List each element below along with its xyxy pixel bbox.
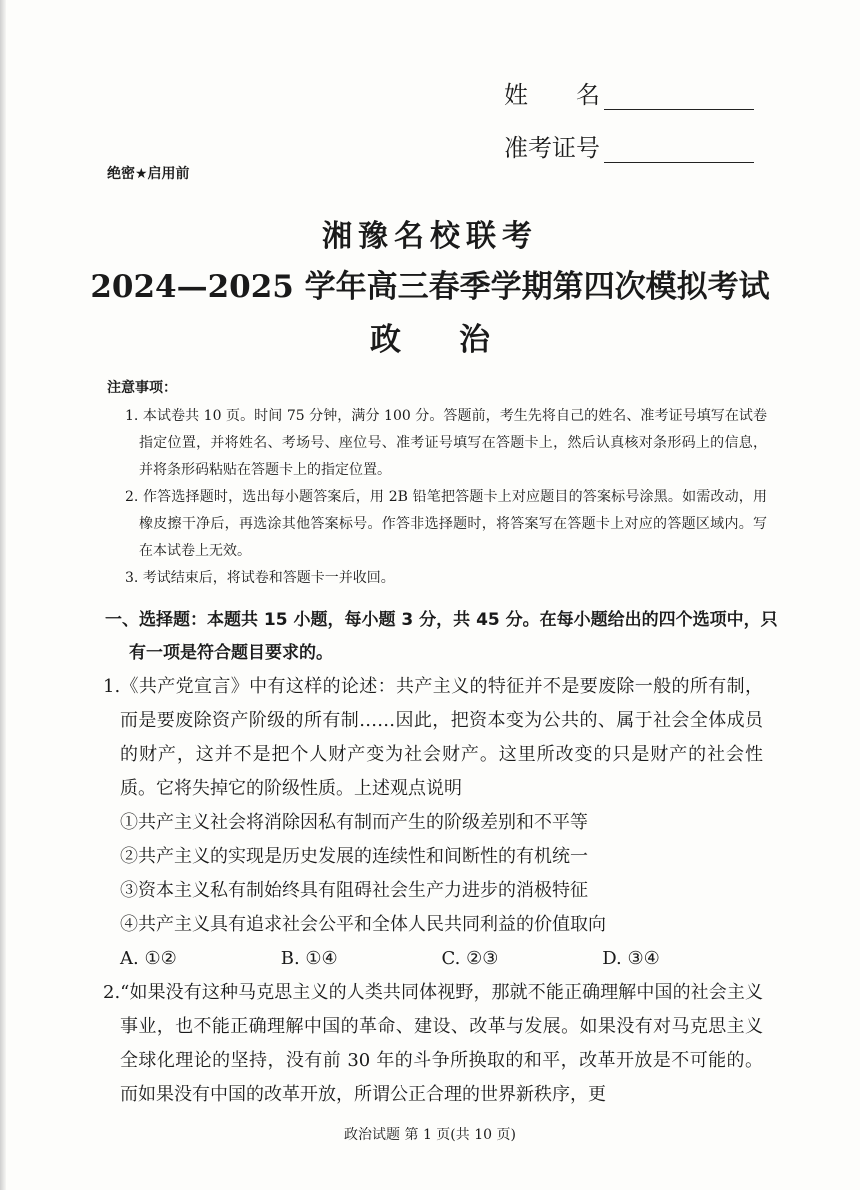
question-2-stem: 2.“如果没有这种马克思主义的人类共同体视野，那就不能正确理解中国的社会主义事业，也不能正确理解中国的革命、建设、改革与发展。如果没有对马克思主义全球化理论的坚持，没有前 30 年的斗争所换取的和平，改革开放是不可能的。而如果没有中国的改革开放，所谓公正合理的世界新秩序，更 <box>103 982 763 1105</box>
exam-id-label: 准考证号 <box>504 134 600 162</box>
section-heading: 一、选择题：本题共 15 小题，每小题 3 分，共 45 分。在每小题给出的四个选项中，只有一项是符合题目要求的。 <box>105 610 778 663</box>
choice-d: D. ③④ <box>602 948 660 969</box>
question-1-statement: ②共产主义的实现是历史发展的连续性和间断性的有机统一 <box>120 846 588 867</box>
exam-session-title: 2024—2025 学年高三春季学期第四次模拟考试 <box>90 269 770 305</box>
choice-a: A. ①② <box>120 948 177 969</box>
choice-c: C. ②③ <box>441 948 499 969</box>
choice-b: B. ①④ <box>280 948 338 969</box>
question-1-statement: ③资本主义私有制始终具有阻碍社会生产力进步的消极特征 <box>120 880 588 901</box>
confidential-mark: 绝密★启用前 <box>107 166 190 182</box>
notice-item: 1. 本试卷共 10 页。时间 75 分钟，满分 100 分。答题前，考生先将自己的姓名、准考证号填写在试卷指定位置，并将姓名、考场号、座位号、准考证号填写在答题卡上，然后认真核对条形码上的信息，并将条形码粘贴在答题卡上的指定位置。 <box>125 408 767 478</box>
notice-item: 2. 作答选择题时，选出每小题答案后，用 2B 铅笔把答题卡上对应题目的答案标号涂黑。如需改动，用橡皮擦干净后，再选涂其他答案标号。作答非选择题时，将答案写在答题卡上对应的答题区域内。写在本试卷上无效。 <box>125 489 767 559</box>
name-blank <box>604 87 754 110</box>
exam-id-row <box>504 123 804 163</box>
exam-organizer-title: 湘豫名校联考 <box>322 219 538 254</box>
title-block <box>0 212 860 368</box>
question-list <box>103 670 763 1112</box>
candidate-info <box>504 70 804 176</box>
question-1-statement: ④共产主义具有追求社会公平和全体人民共同利益的价值取向 <box>120 914 606 935</box>
exam-id-blank <box>604 140 754 163</box>
question-1-statement: ①共产主义社会将消除因私有制而产生的阶级差别和不平等 <box>120 812 588 833</box>
question-1-stem: 1.《共产党宣言》中有这样的论述：共产主义的特征并不是要废除一般的所有制，而是要废除资产阶级的所有制……因此，把资本变为公共的、属于社会全体成员的财产，这并不是把个人财产变为社会财产。这里所改变的只是财产的社会性质。它将失掉它的阶级性质。上述观点说明 <box>103 676 763 799</box>
question-1-choices <box>103 942 763 976</box>
name-label: 姓 名 <box>504 81 600 109</box>
binding-edge <box>0 0 6 1190</box>
notice-item: 3. 考试结束后，将试卷和答题卡一并收回。 <box>125 570 395 586</box>
name-row <box>504 70 804 110</box>
notice-section <box>107 377 767 592</box>
subject-title: 政治 <box>370 322 548 358</box>
page-footer: 政治试题 第 1 页(共 10 页) <box>344 1127 516 1143</box>
notice-heading: 注意事项： <box>107 380 177 396</box>
